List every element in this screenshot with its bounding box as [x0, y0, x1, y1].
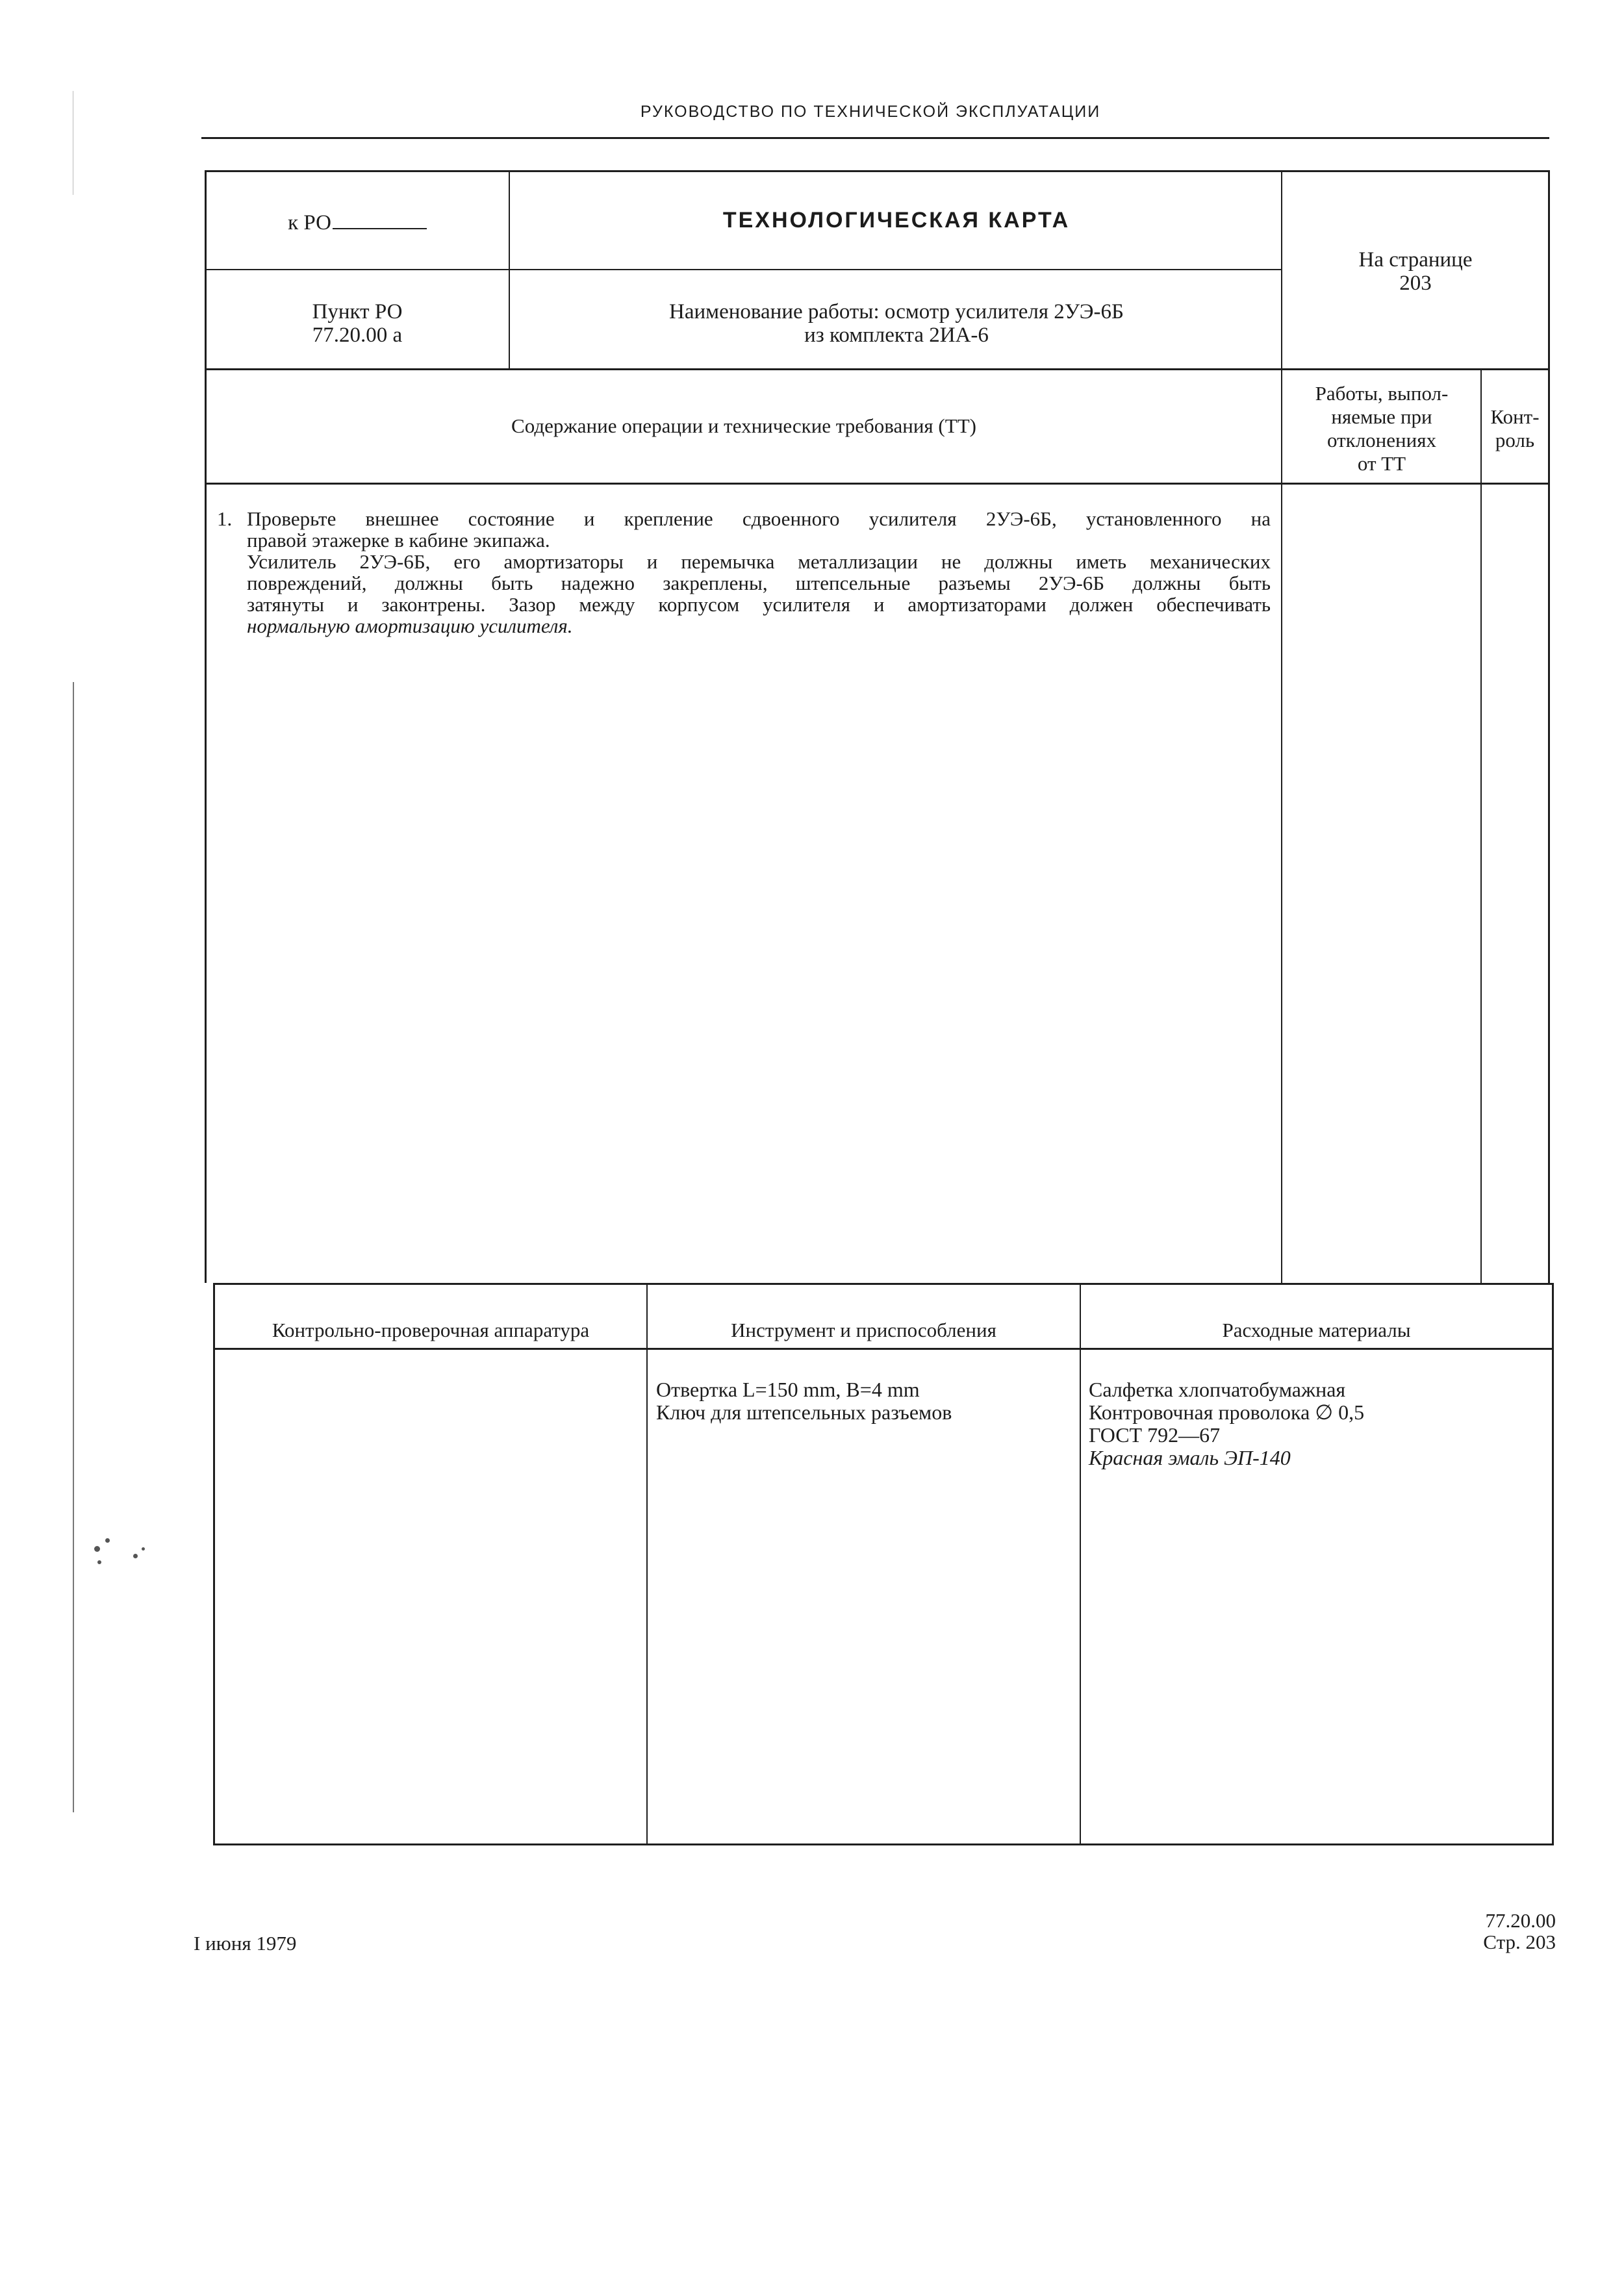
- page-label: На странице: [1358, 248, 1473, 272]
- header-bottom-rule: [205, 368, 1549, 370]
- header-row-divider: [205, 269, 1282, 270]
- header-divider-2: [1281, 170, 1282, 1283]
- control-column-header: Конт- роль: [1490, 405, 1540, 451]
- scan-edge-line: [73, 682, 74, 1812]
- work-name-line1: Наименование работы: осмотр усилителя 2УЭ-6Б: [669, 300, 1124, 323]
- list-item: Красная эмаль ЭП-140: [1089, 1446, 1291, 1469]
- operation-line: затянуты и законтрены. Зазор между корпусом усилителя и амортизаторами должен обеспечивать: [247, 593, 1271, 616]
- list-item: Контровочная проволока ∅ 0,5: [1089, 1400, 1365, 1424]
- work-name: [513, 300, 1280, 347]
- list-item: ГОСТ 792—67: [1089, 1423, 1221, 1447]
- content-column-header: Содержание операции и технические требования (ТТ): [511, 414, 976, 437]
- operation-line: повреждений, должны быть надежно закреплены, штепсельные разъемы 2УЭ-6Б должны быть: [247, 572, 1271, 594]
- ref-blank: [333, 228, 427, 229]
- list-item: Отвертка L=150 mm, B=4 mm: [656, 1378, 920, 1401]
- ref-label: к РО: [214, 211, 500, 234]
- page-reference: [1283, 248, 1548, 295]
- work-name-line2: из комплекта 2ИА-6: [804, 323, 989, 347]
- materials-header: Расходные материалы: [1222, 1319, 1411, 1341]
- operation-line: нормальную амортизацию усилителя.: [247, 614, 573, 637]
- equipment-header: Контрольно-проверочная аппаратура: [272, 1319, 590, 1341]
- footer-section: 77.20.00: [1485, 1909, 1556, 1932]
- list-item: Салфетка хлопчатобумажная: [1089, 1378, 1346, 1401]
- tools-header: Инструмент и приспособления: [731, 1319, 996, 1341]
- resources-divider-2: [1080, 1283, 1081, 1845]
- scan-speck: [94, 1546, 100, 1552]
- card-title: ТЕХНОЛОГИЧЕСКАЯ КАРТА: [722, 208, 1071, 233]
- item-reference: [214, 300, 500, 347]
- tools-list: [656, 1378, 1072, 1424]
- operation-text: [247, 508, 1271, 637]
- card-border-right: [1548, 170, 1550, 1283]
- scan-speck: [142, 1547, 145, 1551]
- footer-reference: [1416, 1910, 1556, 1953]
- operation-line: Усилитель 2УЭ-6Б, его амортизаторы и перемычка металлизации не должны иметь механических: [247, 550, 1271, 573]
- columns-bottom-rule: [205, 483, 1549, 485]
- scan-speck: [105, 1538, 110, 1543]
- running-header: РУКОВОДСТВО ПО ТЕХНИЧЕСКОЙ ЭКСПЛУАТАЦИИ: [640, 103, 1101, 121]
- item-value: 77.20.00 а: [312, 323, 403, 347]
- footer-date: I июня 1979: [194, 1932, 297, 1955]
- materials-list: [1089, 1378, 1543, 1469]
- page-number: 203: [1399, 272, 1432, 295]
- scan-speck: [133, 1554, 138, 1558]
- resources-header-rule: [213, 1348, 1553, 1350]
- resources-bottom-rule: [213, 1843, 1553, 1845]
- header-rule: [201, 137, 1549, 139]
- scan-speck: [97, 1560, 101, 1564]
- card-border-top: [205, 170, 1549, 172]
- resources-border-left: [213, 1283, 215, 1845]
- operation-number: 1.: [217, 507, 233, 530]
- operation-line: Проверьте внешнее состояние и крепление сдвоенного усилителя 2УЭ-6Б, установленного на: [247, 507, 1271, 530]
- item-label: Пункт РО: [312, 300, 403, 323]
- resources-border-right: [1552, 1283, 1554, 1845]
- control-divider: [1480, 368, 1482, 1283]
- footer-page: Стр. 203: [1483, 1931, 1556, 1953]
- deviation-column-header: Работы, выпол- няемые при отклонениях от ТТ: [1315, 382, 1449, 475]
- list-item: Ключ для штепсельных разъемов: [656, 1400, 952, 1424]
- operation-line: правой этажерке в кабине экипажа.: [247, 529, 550, 551]
- resources-top-rule: [213, 1283, 1553, 1285]
- resources-divider-1: [646, 1283, 648, 1845]
- card-border-left: [205, 170, 207, 1283]
